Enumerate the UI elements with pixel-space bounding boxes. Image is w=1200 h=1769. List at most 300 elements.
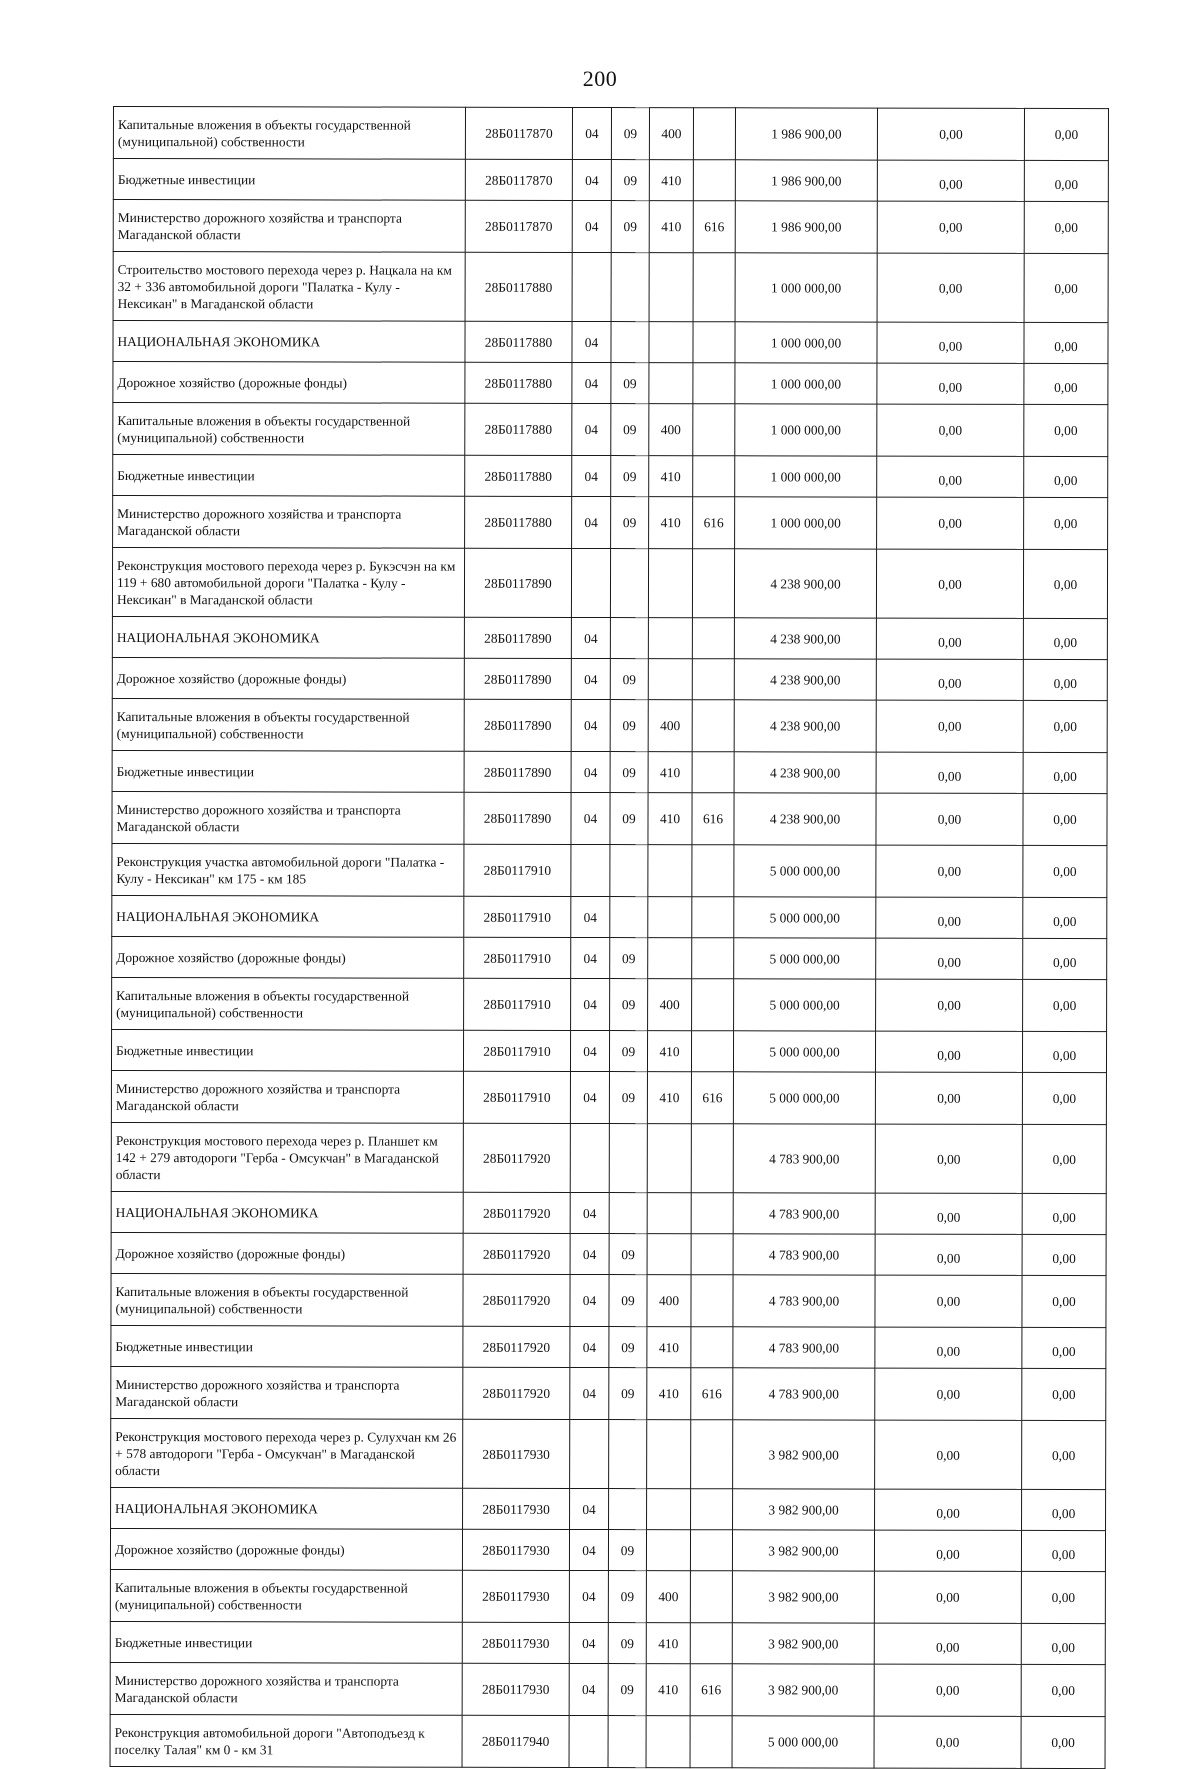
section-code: [571, 844, 610, 896]
administrator-code: [692, 845, 734, 897]
row-name: Капитальные вложения в объекты государственной (муниципальной) собственности: [112, 977, 464, 1030]
expense-type-code: 410: [649, 160, 693, 201]
target-article-code: 28Б0117930: [463, 1488, 570, 1529]
amount-year-2: 0,00: [876, 618, 1023, 659]
row-name: Капитальные вложения в объекты государственной (муниципальной) собственности: [111, 1273, 463, 1326]
amount-year-3: 0,00: [1021, 1571, 1105, 1623]
section-code: [571, 548, 610, 617]
amount-year-3: 0,00: [1022, 1072, 1106, 1124]
subsection-code: 09: [611, 160, 649, 201]
subsection-code: 09: [610, 659, 648, 700]
amount-year-1: 4 238 900,00: [734, 752, 876, 793]
row-name: Бюджетные инвестиции: [113, 159, 465, 201]
expense-type-code: 400: [648, 979, 692, 1031]
subsection-code: 09: [608, 1623, 646, 1664]
table-row: [113, 107, 1108, 161]
subsection-code: [610, 618, 648, 659]
amount-year-1: 4 783 900,00: [733, 1275, 875, 1327]
row-name: Министерство дорожного хозяйства и транспорта Магаданской области: [113, 200, 465, 253]
administrator-code: [692, 979, 734, 1031]
amount-year-1: 4 783 900,00: [733, 1193, 875, 1234]
row-name: Дорожное хозяйство (дорожные фонды): [111, 1232, 463, 1274]
table-row: [113, 200, 1108, 254]
amount-year-3: 0,00: [1023, 979, 1107, 1031]
amount-year-1: 5 000 000,00: [734, 897, 876, 938]
row-name: Строительство мостового перехода через р. Нацкала на км 32 + 336 автомобильной дороги "Палатка - Кулу - Нексикан" в Магаданской области: [113, 252, 465, 322]
table-row: [112, 657, 1107, 700]
row-name: Бюджетные инвестиции: [110, 1621, 462, 1663]
target-article-code: 28Б0117920: [463, 1367, 570, 1419]
table-row: [113, 252, 1108, 323]
table-row: [111, 1418, 1106, 1489]
amount-year-2: 0,00: [874, 1623, 1021, 1664]
administrator-code: [692, 897, 734, 938]
row-name: Бюджетные инвестиции: [111, 1325, 463, 1367]
amount-year-1: 5 000 000,00: [734, 845, 876, 897]
amount-year-3: 0,00: [1023, 700, 1107, 752]
amount-year-2: 0,00: [877, 108, 1024, 160]
row-name: НАЦИОНАЛЬНАЯ ЭКОНОМИКА: [111, 1191, 463, 1233]
expense-type-code: [647, 1420, 691, 1489]
expense-type-code: 400: [649, 108, 693, 160]
section-code: [569, 1715, 608, 1767]
administrator-code: [692, 752, 734, 793]
expense-type-code: [648, 845, 692, 897]
administrator-code: [693, 322, 735, 363]
expense-type-code: 410: [648, 793, 692, 845]
amount-year-2: 0,00: [876, 897, 1023, 938]
administrator-code: 616: [693, 497, 735, 549]
subsection-code: 09: [609, 1275, 647, 1327]
amount-year-3: 0,00: [1021, 1530, 1105, 1571]
amount-year-3: 0,00: [1024, 108, 1108, 160]
subsection-code: 09: [611, 497, 649, 549]
target-article-code: 28Б0117920: [463, 1123, 570, 1192]
amount-year-1: 3 982 900,00: [732, 1571, 874, 1623]
table-row: [112, 895, 1107, 938]
target-article-code: 28Б0117910: [464, 978, 571, 1030]
expense-type-code: 400: [647, 1275, 691, 1327]
subsection-code: 09: [609, 1234, 647, 1275]
administrator-code: [693, 253, 735, 322]
expense-type-code: 410: [647, 1368, 691, 1420]
amount-year-3: 0,00: [1024, 497, 1108, 549]
row-name: Дорожное хозяйство (дорожные фонды): [113, 362, 465, 404]
table-row: [112, 936, 1107, 979]
table-row: [110, 1662, 1105, 1716]
expense-type-code: [646, 1716, 690, 1768]
expense-type-code: [646, 1530, 690, 1571]
table-row: [111, 1191, 1106, 1234]
amount-year-2: 0,00: [876, 752, 1023, 793]
amount-year-3: 0,00: [1022, 1489, 1106, 1530]
amount-year-3: 0,00: [1024, 253, 1108, 322]
amount-year-3: 0,00: [1021, 1716, 1105, 1768]
subsection-code: 09: [610, 700, 648, 752]
amount-year-3: 0,00: [1021, 1664, 1105, 1716]
amount-year-3: 0,00: [1023, 549, 1107, 618]
amount-year-3: 0,00: [1024, 404, 1108, 456]
subsection-code: [611, 253, 649, 322]
amount-year-1: 3 982 900,00: [732, 1530, 874, 1571]
section-code: 04: [571, 896, 610, 937]
table-row: [113, 403, 1108, 457]
row-name: Министерство дорожного хозяйства и транспорта Магаданской области: [111, 1366, 463, 1419]
amount-year-2: 0,00: [876, 845, 1023, 897]
administrator-code: [691, 1275, 733, 1327]
expense-type-code: 410: [649, 201, 693, 253]
table-row: [112, 698, 1107, 752]
section-code: 04: [572, 321, 611, 362]
subsection-code: 09: [611, 201, 649, 253]
administrator-code: 616: [691, 1368, 733, 1420]
subsection-code: 09: [609, 1072, 647, 1124]
amount-year-2: 0,00: [876, 938, 1023, 979]
amount-year-2: 0,00: [877, 201, 1024, 253]
table-row: [111, 1070, 1106, 1124]
section-code: 04: [572, 403, 611, 455]
table-row: [111, 1273, 1106, 1327]
subsection-code: 09: [611, 363, 649, 404]
section-code: 04: [571, 658, 610, 699]
target-article-code: 28Б0117910: [463, 1030, 570, 1071]
row-name: Реконструкция мостового перехода через р. Букэсчэн на км 119 + 680 автомобильной дороги "Палатка - Кулу - Нексикан" в Магаданской области: [112, 548, 464, 618]
subsection-code: 09: [610, 979, 648, 1031]
row-name: Дорожное хозяйство (дорожные фонды): [112, 936, 464, 978]
row-name: Министерство дорожного хозяйства и транспорта Магаданской области: [112, 791, 464, 844]
table-row: [111, 1232, 1106, 1275]
section-code: [570, 1123, 609, 1192]
amount-year-1: 1 000 000,00: [735, 404, 877, 456]
target-article-code: 28Б0117930: [462, 1663, 569, 1715]
subsection-code: 09: [609, 1368, 647, 1420]
target-article-code: 28Б0117880: [465, 455, 572, 496]
target-article-code: 28Б0117930: [463, 1419, 570, 1488]
amount-year-3: 0,00: [1022, 1327, 1106, 1368]
amount-year-2: 0,00: [875, 1489, 1022, 1530]
subsection-code: [610, 897, 648, 938]
table-row: [110, 1528, 1105, 1571]
amount-year-2: 0,00: [877, 322, 1024, 363]
target-article-code: 28Б0117880: [465, 362, 572, 403]
row-name: Капитальные вложения в объекты государственной (муниципальной) собственности: [113, 403, 465, 456]
expense-type-code: 410: [647, 1072, 691, 1124]
table-row: [110, 1621, 1105, 1664]
section-code: 04: [571, 978, 610, 1030]
table-row: [110, 1569, 1105, 1623]
expense-type-code: 410: [646, 1623, 690, 1664]
amount-year-3: 0,00: [1022, 1234, 1106, 1275]
expense-type-code: 410: [649, 456, 693, 497]
section-code: 04: [569, 1570, 608, 1622]
subsection-code: 09: [610, 793, 648, 845]
amount-year-3: 0,00: [1023, 618, 1107, 659]
administrator-code: [693, 363, 735, 404]
row-name: НАЦИОНАЛЬНАЯ ЭКОНОМИКА: [112, 895, 464, 937]
expense-type-code: [648, 549, 692, 618]
row-name: Министерство дорожного хозяйства и транспорта Магаданской области: [111, 1070, 463, 1123]
subsection-code: [610, 549, 648, 618]
amount-year-3: 0,00: [1021, 1623, 1105, 1664]
amount-year-2: 0,00: [876, 700, 1023, 752]
target-article-code: 28Б0117880: [465, 321, 572, 362]
amount-year-2: 0,00: [874, 1664, 1021, 1716]
target-article-code: 28Б0117890: [464, 751, 571, 792]
expense-type-code: [649, 363, 693, 404]
target-article-code: 28Б0117920: [463, 1233, 570, 1274]
row-name: Реконструкция автомобильной дороги "Автоподъезд к поселку Талая" км 0 - км 31: [110, 1714, 462, 1767]
amount-year-1: 4 238 900,00: [734, 659, 876, 700]
amount-year-1: 1 000 000,00: [735, 322, 877, 363]
target-article-code: 28Б0117890: [464, 617, 571, 658]
amount-year-2: 0,00: [875, 1275, 1022, 1327]
page-number: 200: [582, 66, 618, 91]
row-name: Дорожное хозяйство (дорожные фонды): [110, 1528, 462, 1570]
administrator-code: [690, 1716, 732, 1768]
amount-year-2: 0,00: [874, 1716, 1021, 1768]
row-name: Капитальные вложения в объекты государственной (муниципальной) собственности: [113, 107, 465, 160]
row-name: Бюджетные инвестиции: [112, 750, 464, 792]
row-name: Капитальные вложения в объекты государственной (муниципальной) собственности: [112, 698, 464, 751]
expense-type-code: [648, 618, 692, 659]
section-code: 04: [571, 699, 610, 751]
amount-year-3: 0,00: [1022, 1193, 1106, 1234]
amount-year-2: 0,00: [877, 160, 1024, 201]
administrator-code: [693, 404, 735, 456]
target-article-code: 28Б0117870: [465, 107, 572, 159]
expense-type-code: [647, 1193, 691, 1234]
amount-year-2: 0,00: [876, 549, 1023, 618]
amount-year-2: 0,00: [875, 1420, 1022, 1489]
row-name: Министерство дорожного хозяйства и транспорта Магаданской области: [113, 496, 465, 549]
target-article-code: 28Б0117920: [463, 1192, 570, 1233]
section-code: 04: [571, 792, 610, 844]
target-article-code: 28Б0117930: [462, 1529, 569, 1570]
section-code: 04: [570, 1233, 609, 1274]
target-article-code: 28Б0117910: [464, 937, 571, 978]
subsection-code: [609, 1420, 647, 1489]
section-code: 04: [571, 751, 610, 792]
amount-year-2: 0,00: [875, 1031, 1022, 1072]
amount-year-2: 0,00: [875, 1124, 1022, 1193]
administrator-code: 616: [692, 793, 734, 845]
target-article-code: 28Б0117880: [465, 496, 572, 548]
amount-year-1: 4 238 900,00: [734, 700, 876, 752]
subsection-code: [608, 1716, 646, 1768]
administrator-code: [691, 1489, 733, 1530]
section-code: 04: [572, 362, 611, 403]
section-code: 04: [570, 1326, 609, 1367]
table-row: [111, 1366, 1106, 1420]
row-name: НАЦИОНАЛЬНАЯ ЭКОНОМИКА: [111, 1487, 463, 1529]
row-name: Бюджетные инвестиции: [113, 455, 465, 497]
row-name: Реконструкция мостового перехода через р. Планшет км 142 + 279 автодороги "Герба - Омсукчан" в Магаданской области: [111, 1122, 463, 1192]
table-row: [112, 843, 1107, 897]
amount-year-2: 0,00: [877, 497, 1024, 549]
amount-year-3: 0,00: [1023, 845, 1107, 897]
expense-type-code: [647, 1489, 691, 1530]
section-code: 04: [569, 1529, 608, 1570]
subsection-code: 09: [611, 108, 649, 160]
section-code: 04: [569, 1622, 608, 1663]
target-article-code: 28Б0117910: [463, 1071, 570, 1123]
administrator-code: [692, 549, 734, 618]
target-article-code: 28Б0117930: [462, 1622, 569, 1663]
section-code: 04: [571, 937, 610, 978]
table-row: [113, 159, 1108, 202]
amount-year-1: 5 000 000,00: [733, 1072, 875, 1124]
amount-year-1: 1 986 900,00: [735, 108, 877, 160]
amount-year-1: 1 986 900,00: [735, 160, 877, 201]
amount-year-2: 0,00: [875, 1193, 1022, 1234]
amount-year-1: 1 000 000,00: [735, 253, 877, 322]
amount-year-1: 3 982 900,00: [732, 1664, 874, 1716]
amount-year-1: 5 000 000,00: [734, 938, 876, 979]
table-row: [113, 455, 1108, 498]
target-article-code: 28Б0117940: [462, 1715, 569, 1767]
administrator-code: [691, 1124, 733, 1193]
target-article-code: 28Б0117890: [464, 699, 571, 751]
amount-year-1: 4 238 900,00: [734, 549, 876, 618]
row-name: Реконструкция мостового перехода через р. Сулухчан км 26 + 578 автодороги "Герба - Омсукчан" в Магаданской области: [111, 1418, 463, 1488]
row-name: Бюджетные инвестиции: [111, 1029, 463, 1071]
amount-year-1: 5 000 000,00: [733, 1031, 875, 1072]
target-article-code: 28Б0117910: [464, 896, 571, 937]
subsection-code: 09: [611, 456, 649, 497]
subsection-code: 09: [609, 1031, 647, 1072]
amount-year-1: 1 000 000,00: [735, 456, 877, 497]
amount-year-3: 0,00: [1022, 1031, 1106, 1072]
row-name: Министерство дорожного хозяйства и транспорта Магаданской области: [110, 1662, 462, 1715]
administrator-code: [693, 456, 735, 497]
target-article-code: 28Б0117890: [464, 548, 571, 617]
amount-year-1: 4 238 900,00: [734, 793, 876, 845]
table-row: [111, 1487, 1106, 1530]
target-article-code: 28Б0117920: [463, 1326, 570, 1367]
table-row: [112, 548, 1107, 619]
administrator-code: [691, 1193, 733, 1234]
amount-year-3: 0,00: [1022, 1275, 1106, 1327]
table-row: [113, 362, 1108, 405]
amount-year-1: 4 783 900,00: [733, 1327, 875, 1368]
amount-year-3: 0,00: [1023, 659, 1107, 700]
expense-type-code: 400: [649, 404, 693, 456]
amount-year-2: 0,00: [875, 1072, 1022, 1124]
amount-year-1: 3 982 900,00: [733, 1420, 875, 1489]
administrator-code: 616: [691, 1072, 733, 1124]
amount-year-2: 0,00: [874, 1530, 1021, 1571]
subsection-code: [609, 1193, 647, 1234]
amount-year-3: 0,00: [1024, 456, 1108, 497]
amount-year-2: 0,00: [875, 1368, 1022, 1420]
table-row: [113, 496, 1108, 550]
subsection-code: 09: [608, 1664, 646, 1716]
administrator-code: [691, 1327, 733, 1368]
section-code: 04: [569, 1663, 608, 1715]
administrator-code: [693, 108, 735, 160]
table-row: [112, 791, 1107, 845]
expense-type-code: [647, 1234, 691, 1275]
expense-type-code: [648, 938, 692, 979]
section-code: 04: [570, 1030, 609, 1071]
subsection-code: 09: [610, 938, 648, 979]
amount-year-2: 0,00: [876, 979, 1023, 1031]
target-article-code: 28Б0117870: [465, 200, 572, 252]
expense-type-code: 410: [649, 497, 693, 549]
amount-year-1: 5 000 000,00: [732, 1716, 874, 1768]
administrator-code: 616: [693, 201, 735, 253]
amount-year-1: 5 000 000,00: [734, 979, 876, 1031]
amount-year-1: 4 783 900,00: [733, 1124, 875, 1193]
amount-year-2: 0,00: [876, 793, 1023, 845]
subsection-code: 09: [611, 404, 649, 456]
target-article-code: 28Б0117910: [464, 844, 571, 896]
target-article-code: 28Б0117880: [465, 252, 572, 321]
amount-year-3: 0,00: [1022, 1420, 1106, 1489]
subsection-code: [611, 322, 649, 363]
administrator-code: [691, 1031, 733, 1072]
amount-year-1: 3 982 900,00: [732, 1623, 874, 1664]
subsection-code: 09: [608, 1571, 646, 1623]
expense-type-code: 410: [648, 752, 692, 793]
section-code: 04: [572, 455, 611, 496]
section-code: 04: [570, 1367, 609, 1419]
amount-year-3: 0,00: [1024, 363, 1108, 404]
administrator-code: [690, 1571, 732, 1623]
amount-year-3: 0,00: [1024, 160, 1108, 201]
amount-year-2: 0,00: [877, 404, 1024, 456]
row-name: Реконструкция участка автомобильной дороги "Палатка - Кулу - Нексикан" км 175 - км 185: [112, 843, 464, 896]
table-row: [111, 1029, 1106, 1072]
expense-type-code: 410: [647, 1031, 691, 1072]
target-article-code: 28Б0117890: [464, 792, 571, 844]
subsection-code: [609, 1489, 647, 1530]
table-row: [112, 750, 1107, 793]
table-row: [113, 321, 1108, 364]
amount-year-3: 0,00: [1023, 752, 1107, 793]
expense-type-code: [648, 897, 692, 938]
section-code: 04: [570, 1192, 609, 1233]
amount-year-1: 1 000 000,00: [735, 497, 877, 549]
section-code: 04: [572, 159, 611, 200]
section-code: 04: [570, 1071, 609, 1123]
amount-year-2: 0,00: [877, 363, 1024, 404]
amount-year-1: 4 783 900,00: [733, 1234, 875, 1275]
expense-type-code: 400: [648, 700, 692, 752]
administrator-code: [691, 1234, 733, 1275]
section-code: [572, 252, 611, 321]
table-body: [110, 107, 1108, 1769]
expense-type-code: [648, 659, 692, 700]
expense-type-code: 400: [646, 1571, 690, 1623]
amount-year-2: 0,00: [874, 1571, 1021, 1623]
amount-year-3: 0,00: [1022, 1368, 1106, 1420]
subsection-code: 09: [608, 1530, 646, 1571]
amount-year-3: 0,00: [1024, 201, 1108, 253]
section-code: 04: [572, 496, 611, 548]
subsection-code: [610, 845, 648, 897]
amount-year-1: 4 238 900,00: [734, 618, 876, 659]
amount-year-1: 1 000 000,00: [735, 363, 877, 404]
expense-type-code: [647, 1124, 691, 1193]
target-article-code: 28Б0117870: [465, 159, 572, 200]
budget-table: [110, 106, 1109, 1769]
amount-year-1: 4 783 900,00: [733, 1368, 875, 1420]
administrator-code: [692, 700, 734, 752]
table-row: [112, 616, 1107, 659]
target-article-code: 28Б0117880: [465, 403, 572, 455]
section-code: 04: [572, 200, 611, 252]
